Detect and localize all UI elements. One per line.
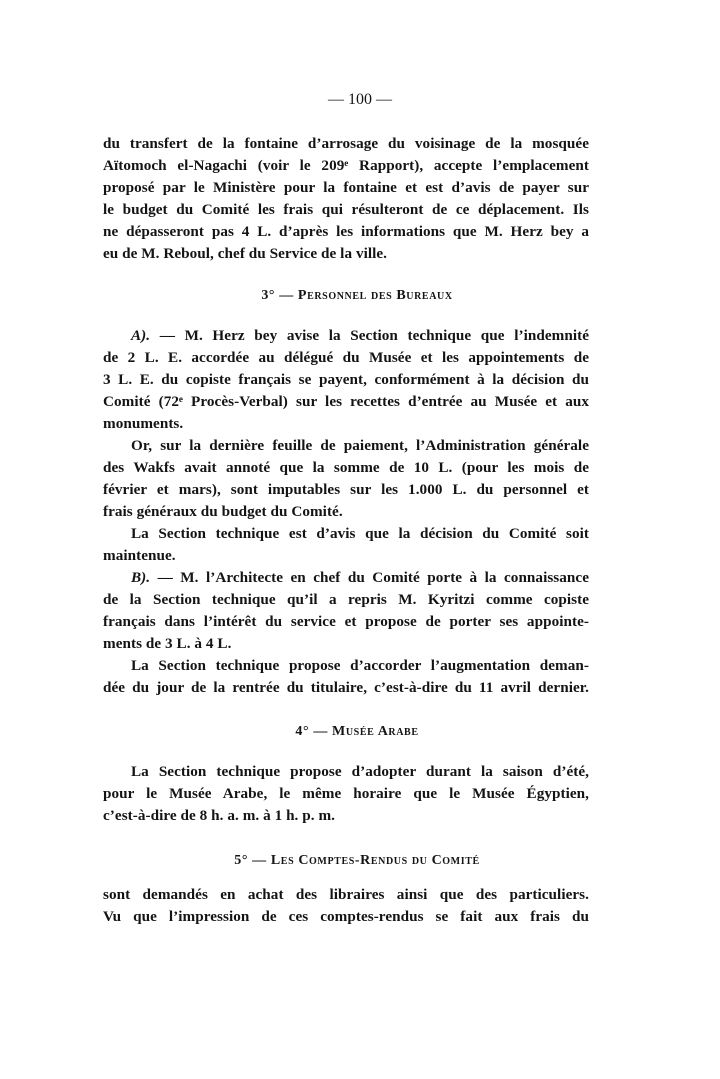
text-line: 3 L. E. du copiste français se payent, conformément à la décision du <box>103 371 589 388</box>
section-title: — Les Comptes-Rendus du Comité <box>252 853 480 868</box>
text-line: proposé par le Ministère pour la fontaine et est d’avis de payer sur <box>103 179 589 196</box>
section-title: — Musée Arabe <box>313 724 419 739</box>
paragraph-label: B). <box>131 569 151 586</box>
text-line: de la Section technique qu’il a repris M. Kyritzi comme copiste <box>103 591 589 608</box>
text-line: frais généraux du budget du Comité. <box>103 503 343 520</box>
paragraph-salary-increase <box>103 655 589 699</box>
text-line: eu de M. Reboul, chef du Service de la ville. <box>103 245 388 262</box>
section-number: 4° <box>295 724 310 739</box>
text-line: Or, sur la dernière feuille de paiement, l’Administration générale <box>131 437 589 454</box>
text-line: des Wakfs avait annoté que la somme de 10 L. (pour les mois de <box>103 459 589 476</box>
text-line: le budget du Comité les frais qui résulteront de ce déplacement. Ils <box>103 201 589 218</box>
page-number: — 100 — <box>328 91 392 108</box>
section-heading-musee-arabe <box>103 721 589 743</box>
paragraph-summer-hours <box>103 761 589 827</box>
section-heading-personnel <box>103 285 589 307</box>
document-page <box>103 88 589 928</box>
paragraph-fountain-transfer <box>103 133 589 265</box>
text-line: La Section technique propose d’adopter durant la saison d’été, <box>131 763 589 780</box>
text-line: c’est-à-dire de 8 h. a. m. à 1 h. p. m. <box>103 807 335 824</box>
text-line: Aïtomoch el-Nagachi (voir le 209ᵉ Rapport), accepte l’emplacement <box>103 157 589 174</box>
section-heading-comptes-rendus <box>103 850 589 872</box>
text-line: dée du jour de la rentrée du titulaire, c’est-à-dire du 11 avril dernier. <box>103 679 589 696</box>
text-line: ne dépasseront pas 4 L. d’après les informations que M. Herz bey a <box>103 223 589 240</box>
text-line: La Section technique est d’avis que la décision du Comité soit <box>131 525 589 542</box>
paragraph-label: A). <box>131 327 151 344</box>
text-line: monuments. <box>103 415 184 432</box>
paragraph-wakfs-annotation <box>103 435 589 523</box>
text-line: Comité (72ᵉ Procès-Verbal) sur les recettes d’entrée au Musée et aux <box>103 393 589 410</box>
text-line: février et mars), sont imputables sur les 1.000 L. du personnel et <box>103 481 589 498</box>
text-line: pour le Musée Arabe, le même horaire que le Musée Égyptien, <box>103 785 589 802</box>
section-title: — Personnel des Bureaux <box>279 288 453 303</box>
paragraph-decision-maintained <box>103 523 589 567</box>
text-line: ments de 3 L. à 4 L. <box>103 635 232 652</box>
paragraph-reports-printing <box>103 884 589 928</box>
text-line: B). — M. l’Architecte en chef du Comité porte à la connaissance <box>131 569 589 586</box>
section-number: 5° <box>234 853 249 868</box>
text-line: maintenue. <box>103 547 176 564</box>
paragraph-section-b <box>103 567 589 655</box>
paragraph-section-a <box>103 325 589 435</box>
text-line: de 2 L. E. accordée au délégué du Musée et les appointements de <box>103 349 589 366</box>
text-line: A). — M. Herz bey avise la Section technique que l’indemnité <box>131 327 589 344</box>
section-number: 3° <box>261 288 276 303</box>
text-line: La Section technique propose d’accorder l’augmentation deman- <box>131 657 589 674</box>
text-line: sont demandés en achat des libraires ainsi que des particuliers. <box>103 886 589 903</box>
text-line: du transfert de la fontaine d’arrosage du voisinage de la mosquée <box>103 135 589 152</box>
text-line: Vu que l’impression de ces comptes-rendus se fait aux frais du <box>103 908 589 925</box>
text-line: français dans l’intérêt du service et propose de porter ses appointe- <box>103 613 589 630</box>
